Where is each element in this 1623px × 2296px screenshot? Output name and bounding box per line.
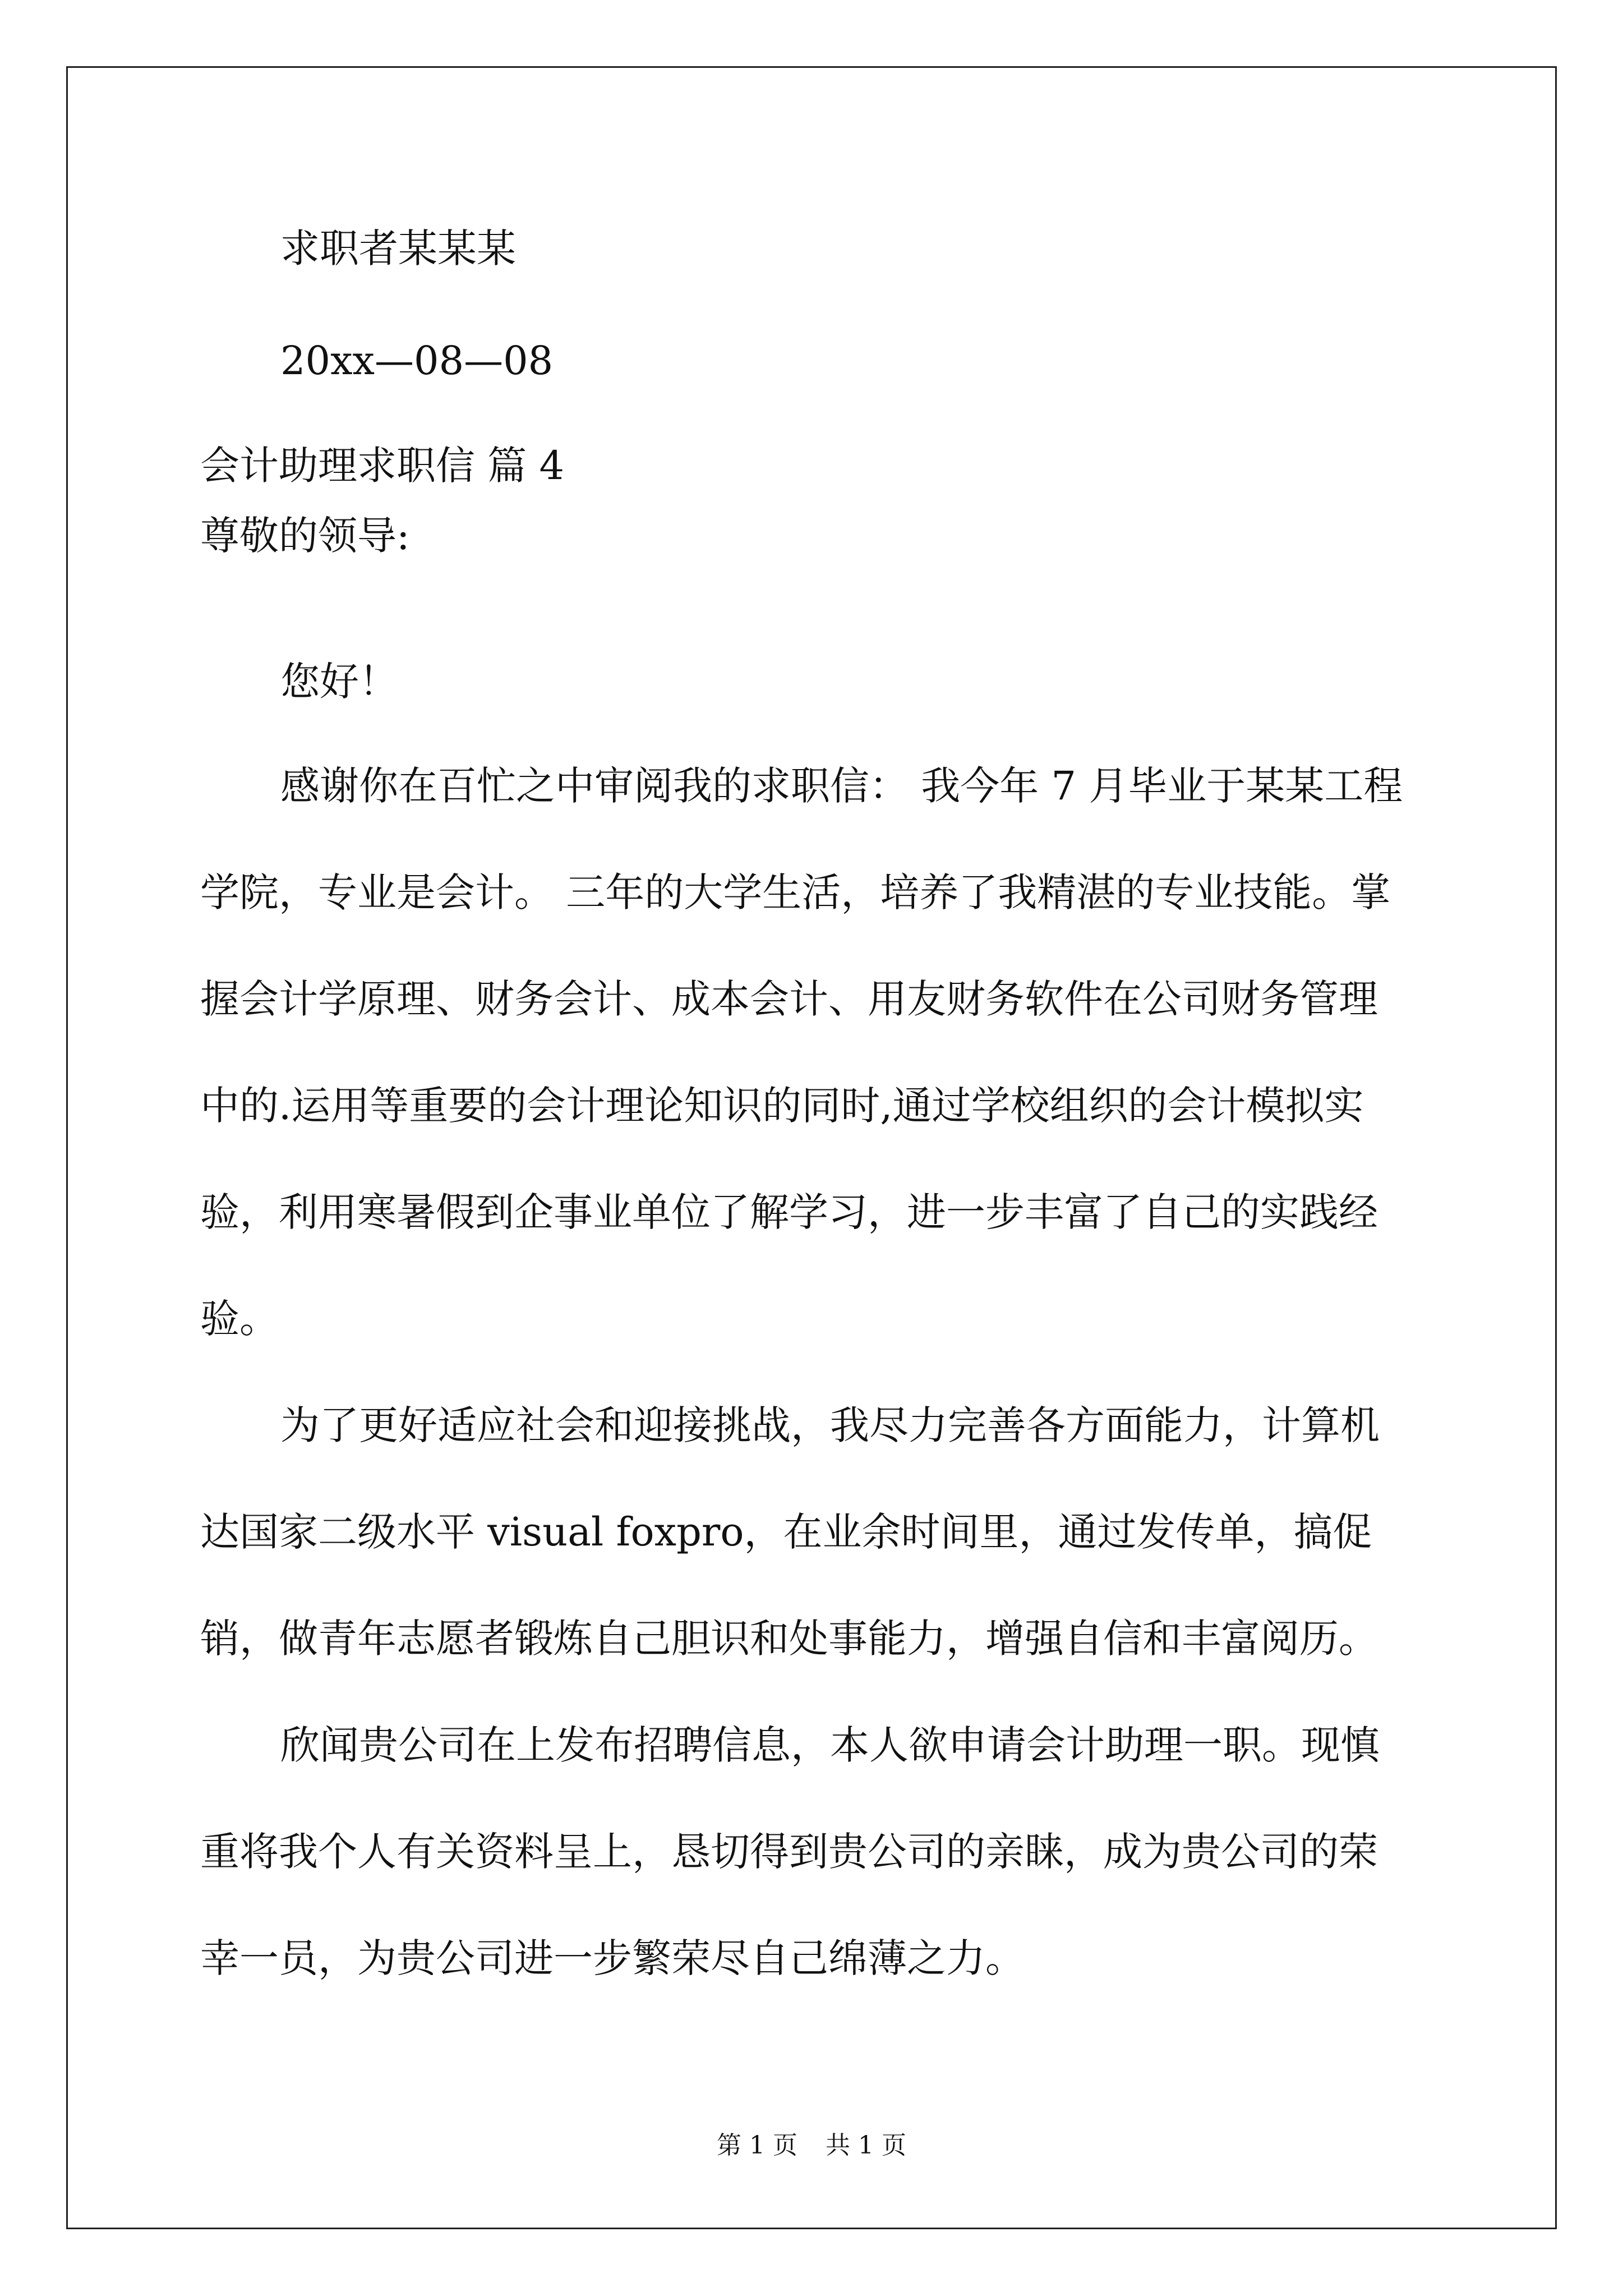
signature: 求职者某某某 bbox=[280, 226, 516, 272]
section-title: 会计助理求职信 篇 4 bbox=[200, 443, 565, 489]
paragraph-line: 验，利用寒暑假到企事业单位了解学习，进一步丰富了自己的实践经 bbox=[200, 1189, 1378, 1235]
page-total: 共 1 页 bbox=[826, 2131, 906, 2160]
paragraph-line: 中的.运用等重要的会计理论知识的同时,通过学校组织的会计模拟实 bbox=[200, 1083, 1364, 1129]
paragraph-line: 为了更好适应社会和迎接挑战，我尽力完善各方面能力，计算机 bbox=[280, 1402, 1380, 1448]
page-current: 第 1 页 bbox=[717, 2131, 797, 2160]
paragraph-line: 达国家二级水平 visual foxpro，在业余时间里，通过发传单，搞促 bbox=[200, 1509, 1372, 1555]
paragraph-line: 欣闻贵公司在上发布招聘信息，本人欲申请会计助理一职。现慎 bbox=[280, 1722, 1380, 1768]
paragraph-line: 重将我个人有关资料呈上，恳切得到贵公司的亲睐，成为贵公司的荣 bbox=[200, 1829, 1378, 1875]
page-footer bbox=[0, 2133, 1623, 2158]
paragraph-line: 感谢你在百忙之中审阅我的求职信： 我今年 7 月毕业于某某工程 bbox=[280, 763, 1403, 809]
paragraph-line: 幸一员，为贵公司进一步繁荣尽自己绵薄之力。 bbox=[200, 1935, 1025, 1981]
greeting: 您好！ bbox=[280, 659, 398, 705]
paragraph-line: 学院，专业是会计。 三年的大学生活，培养了我精湛的专业技能。掌 bbox=[200, 869, 1391, 915]
page-border bbox=[66, 66, 1557, 2229]
paragraph-line: 销，做青年志愿者锻炼自己胆识和处事能力，增强自信和丰富阅历。 bbox=[200, 1616, 1378, 1662]
paragraph-line: 握会计学原理、财务会计、成本会计、用友财务软件在公司财务管理 bbox=[200, 976, 1378, 1022]
salutation: 尊敬的领导: bbox=[200, 513, 410, 559]
date: 20xx—08—08 bbox=[280, 338, 554, 384]
paragraph-line: 验。 bbox=[200, 1296, 279, 1342]
